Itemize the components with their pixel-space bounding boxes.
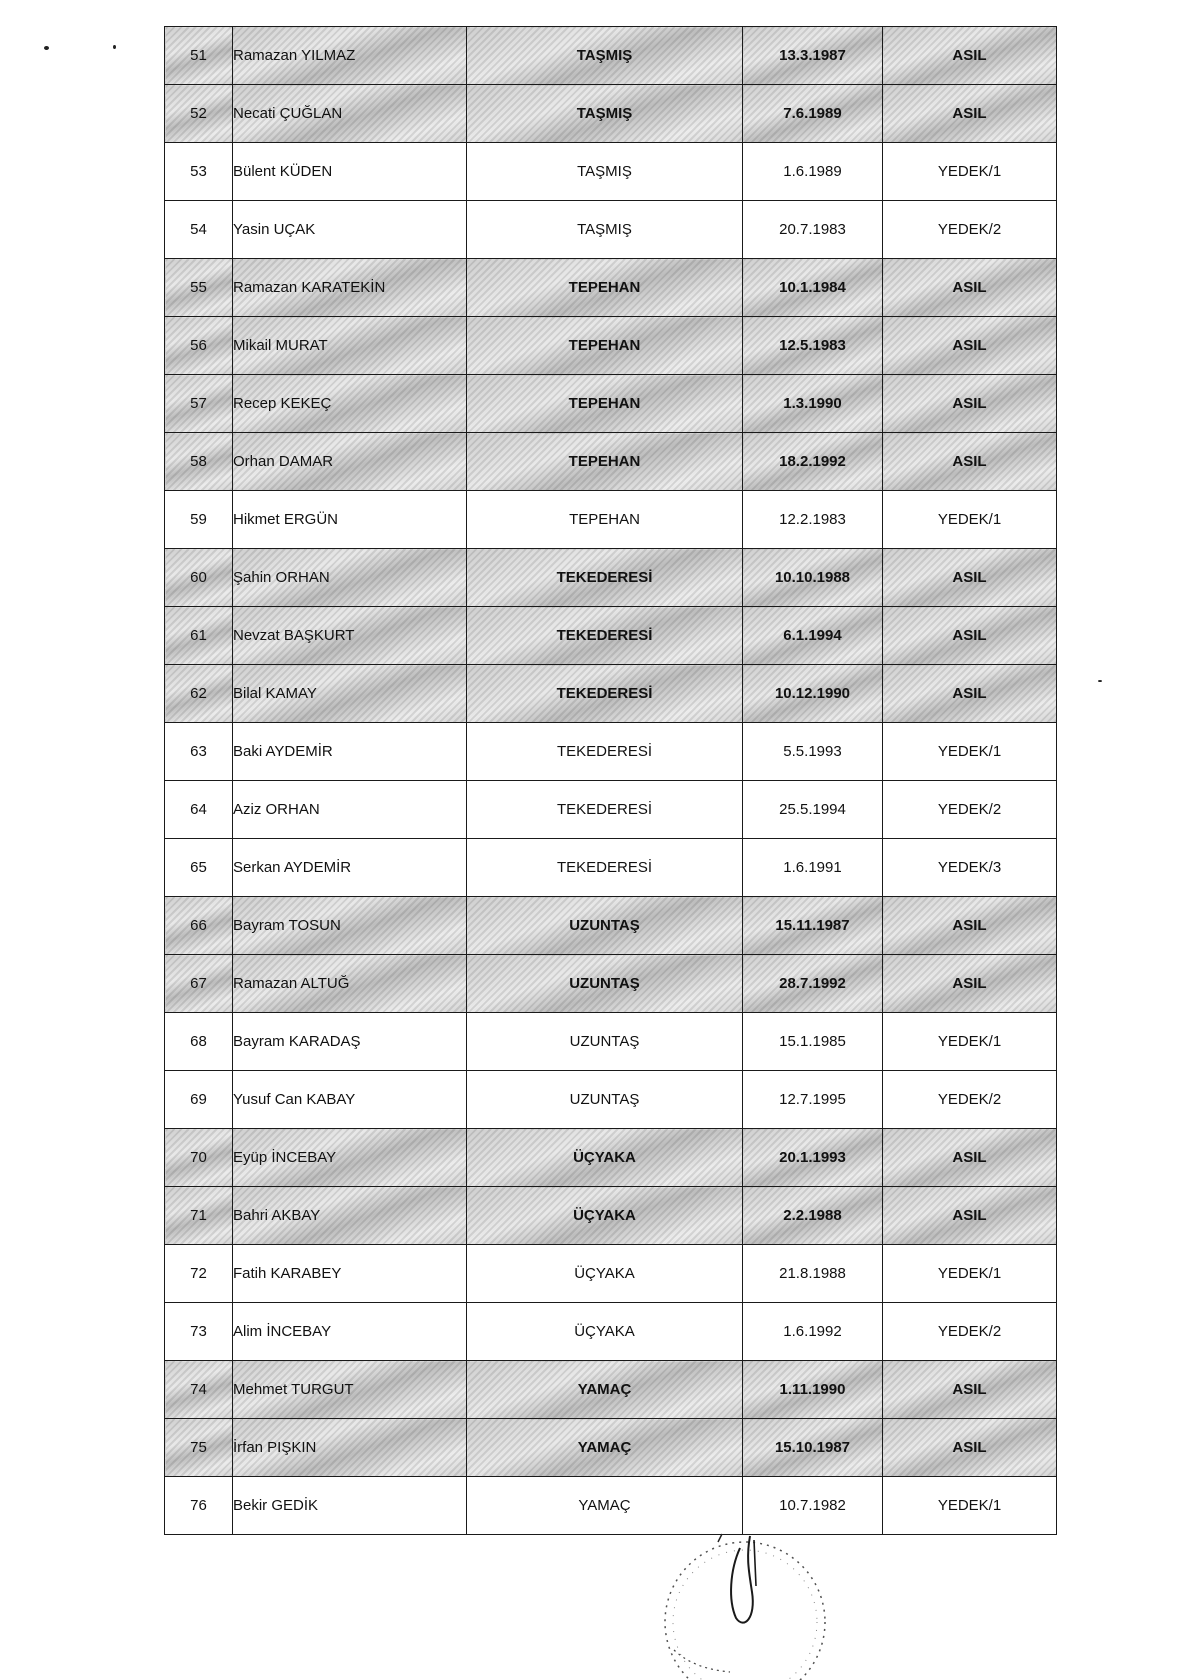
village-name: UZUNTAŞ [467, 1013, 743, 1071]
member-name: Nevzat BAŞKURT [233, 607, 467, 665]
membership-status: YEDEK/2 [883, 201, 1057, 259]
village-name: TEKEDERESİ [467, 665, 743, 723]
member-name: Recep KEKEÇ [233, 375, 467, 433]
member-name: Mikail MURAT [233, 317, 467, 375]
membership-status: ASIL [883, 897, 1057, 955]
table-row [165, 781, 1057, 839]
member-name: Alim İNCEBAY [233, 1303, 467, 1361]
village-name: TEPEHAN [467, 259, 743, 317]
membership-status: YEDEK/1 [883, 1013, 1057, 1071]
village-name: ÜÇYAKA [467, 1245, 743, 1303]
membership-status: ASIL [883, 375, 1057, 433]
village-name: YAMAÇ [467, 1419, 743, 1477]
row-number: 74 [165, 1361, 233, 1419]
roster-table [164, 26, 1057, 1535]
table-row [165, 897, 1057, 955]
village-name: TEKEDERESİ [467, 607, 743, 665]
member-name: Bahri AKBAY [233, 1187, 467, 1245]
village-name: TAŞMIŞ [467, 27, 743, 85]
member-name: Ramazan YILMAZ [233, 27, 467, 85]
row-number: 67 [165, 955, 233, 1013]
table-row [165, 433, 1057, 491]
birth-date: 18.2.1992 [743, 433, 883, 491]
birth-date: 1.6.1991 [743, 839, 883, 897]
birth-date: 21.8.1988 [743, 1245, 883, 1303]
row-number: 64 [165, 781, 233, 839]
birth-date: 13.3.1987 [743, 27, 883, 85]
membership-status: YEDEK/2 [883, 1303, 1057, 1361]
row-number: 62 [165, 665, 233, 723]
village-name: TEKEDERESİ [467, 549, 743, 607]
birth-date: 1.6.1992 [743, 1303, 883, 1361]
birth-date: 28.7.1992 [743, 955, 883, 1013]
table-row [165, 549, 1057, 607]
table-row [165, 1071, 1057, 1129]
birth-date: 10.12.1990 [743, 665, 883, 723]
birth-date: 7.6.1989 [743, 85, 883, 143]
table-row [165, 607, 1057, 665]
row-number: 61 [165, 607, 233, 665]
scan-speck [113, 45, 116, 49]
birth-date: 12.7.1995 [743, 1071, 883, 1129]
table-row [165, 27, 1057, 85]
membership-status: YEDEK/3 [883, 839, 1057, 897]
birth-date: 1.3.1990 [743, 375, 883, 433]
village-name: UZUNTAŞ [467, 1071, 743, 1129]
village-name: TEPEHAN [467, 433, 743, 491]
table-row [165, 1419, 1057, 1477]
table-row [165, 491, 1057, 549]
row-number: 65 [165, 839, 233, 897]
membership-status: ASIL [883, 1361, 1057, 1419]
birth-date: 6.1.1994 [743, 607, 883, 665]
member-name: Orhan DAMAR [233, 433, 467, 491]
birth-date: 5.5.1993 [743, 723, 883, 781]
member-name: Ramazan ALTUĞ [233, 955, 467, 1013]
table-row [165, 665, 1057, 723]
village-name: YAMAÇ [467, 1361, 743, 1419]
row-number: 68 [165, 1013, 233, 1071]
row-number: 69 [165, 1071, 233, 1129]
village-name: TEKEDERESİ [467, 723, 743, 781]
table-row [165, 259, 1057, 317]
seal-stamp-with-signature [650, 1530, 840, 1680]
member-name: Bülent KÜDEN [233, 143, 467, 201]
row-number: 63 [165, 723, 233, 781]
row-number: 75 [165, 1419, 233, 1477]
birth-date: 10.7.1982 [743, 1477, 883, 1535]
table-row [165, 143, 1057, 201]
membership-status: ASIL [883, 955, 1057, 1013]
village-name: YAMAÇ [467, 1477, 743, 1535]
membership-status: ASIL [883, 665, 1057, 723]
table-row [165, 1361, 1057, 1419]
village-name: TEPEHAN [467, 317, 743, 375]
member-name: Bekir GEDİK [233, 1477, 467, 1535]
member-name: Serkan AYDEMİR [233, 839, 467, 897]
table-row [165, 1477, 1057, 1535]
table-row [165, 85, 1057, 143]
member-name: Yasin UÇAK [233, 201, 467, 259]
member-name: Eyüp İNCEBAY [233, 1129, 467, 1187]
membership-status: ASIL [883, 1129, 1057, 1187]
roster-table-body [165, 27, 1057, 1535]
member-name: Baki AYDEMİR [233, 723, 467, 781]
village-name: TEKEDERESİ [467, 839, 743, 897]
membership-status: YEDEK/1 [883, 1477, 1057, 1535]
table-row [165, 375, 1057, 433]
member-name: Şahin ORHAN [233, 549, 467, 607]
member-name: Fatih KARABEY [233, 1245, 467, 1303]
birth-date: 12.2.1983 [743, 491, 883, 549]
membership-status: ASIL [883, 433, 1057, 491]
row-number: 58 [165, 433, 233, 491]
birth-date: 15.11.1987 [743, 897, 883, 955]
table-row [165, 1187, 1057, 1245]
member-name: Necati ÇUĞLAN [233, 85, 467, 143]
scan-speck [1098, 680, 1102, 682]
village-name: ÜÇYAKA [467, 1129, 743, 1187]
row-number: 59 [165, 491, 233, 549]
scan-speck [44, 46, 49, 50]
membership-status: ASIL [883, 27, 1057, 85]
row-number: 72 [165, 1245, 233, 1303]
member-name: Aziz ORHAN [233, 781, 467, 839]
membership-status: ASIL [883, 85, 1057, 143]
table-row [165, 1129, 1057, 1187]
membership-status: ASIL [883, 549, 1057, 607]
birth-date: 15.1.1985 [743, 1013, 883, 1071]
village-name: TAŞMIŞ [467, 85, 743, 143]
member-name: Bayram KARADAŞ [233, 1013, 467, 1071]
row-number: 70 [165, 1129, 233, 1187]
membership-status: ASIL [883, 607, 1057, 665]
table-row [165, 1303, 1057, 1361]
village-name: TEKEDERESİ [467, 781, 743, 839]
village-name: UZUNTAŞ [467, 897, 743, 955]
birth-date: 1.11.1990 [743, 1361, 883, 1419]
row-number: 60 [165, 549, 233, 607]
row-number: 57 [165, 375, 233, 433]
membership-status: YEDEK/1 [883, 491, 1057, 549]
village-name: UZUNTAŞ [467, 955, 743, 1013]
village-name: ÜÇYAKA [467, 1187, 743, 1245]
birth-date: 15.10.1987 [743, 1419, 883, 1477]
membership-status: ASIL [883, 259, 1057, 317]
membership-status: YEDEK/2 [883, 1071, 1057, 1129]
table-row [165, 1245, 1057, 1303]
row-number: 51 [165, 27, 233, 85]
row-number: 73 [165, 1303, 233, 1361]
birth-date: 12.5.1983 [743, 317, 883, 375]
village-name: TAŞMIŞ [467, 201, 743, 259]
member-name: Yusuf Can KABAY [233, 1071, 467, 1129]
member-name: Ramazan KARATEKİN [233, 259, 467, 317]
village-name: ÜÇYAKA [467, 1303, 743, 1361]
table-row [165, 201, 1057, 259]
table-row [165, 1013, 1057, 1071]
membership-status: ASIL [883, 1187, 1057, 1245]
membership-status: YEDEK/1 [883, 143, 1057, 201]
member-name: Bayram TOSUN [233, 897, 467, 955]
row-number: 55 [165, 259, 233, 317]
membership-status: YEDEK/1 [883, 723, 1057, 781]
table-row [165, 839, 1057, 897]
member-name: Bilal KAMAY [233, 665, 467, 723]
village-name: TEPEHAN [467, 375, 743, 433]
row-number: 56 [165, 317, 233, 375]
member-name: Mehmet TURGUT [233, 1361, 467, 1419]
membership-status: ASIL [883, 317, 1057, 375]
birth-date: 2.2.1988 [743, 1187, 883, 1245]
table-row [165, 317, 1057, 375]
birth-date: 10.10.1988 [743, 549, 883, 607]
birth-date: 10.1.1984 [743, 259, 883, 317]
village-name: TAŞMIŞ [467, 143, 743, 201]
row-number: 66 [165, 897, 233, 955]
member-name: İrfan PIŞKIN [233, 1419, 467, 1477]
birth-date: 1.6.1989 [743, 143, 883, 201]
row-number: 54 [165, 201, 233, 259]
membership-status: YEDEK/1 [883, 1245, 1057, 1303]
member-name: Hikmet ERGÜN [233, 491, 467, 549]
membership-status: YEDEK/2 [883, 781, 1057, 839]
birth-date: 20.1.1993 [743, 1129, 883, 1187]
row-number: 52 [165, 85, 233, 143]
membership-status: ASIL [883, 1419, 1057, 1477]
row-number: 53 [165, 143, 233, 201]
table-row [165, 955, 1057, 1013]
village-name: TEPEHAN [467, 491, 743, 549]
row-number: 71 [165, 1187, 233, 1245]
birth-date: 25.5.1994 [743, 781, 883, 839]
row-number: 76 [165, 1477, 233, 1535]
table-row [165, 723, 1057, 781]
birth-date: 20.7.1983 [743, 201, 883, 259]
